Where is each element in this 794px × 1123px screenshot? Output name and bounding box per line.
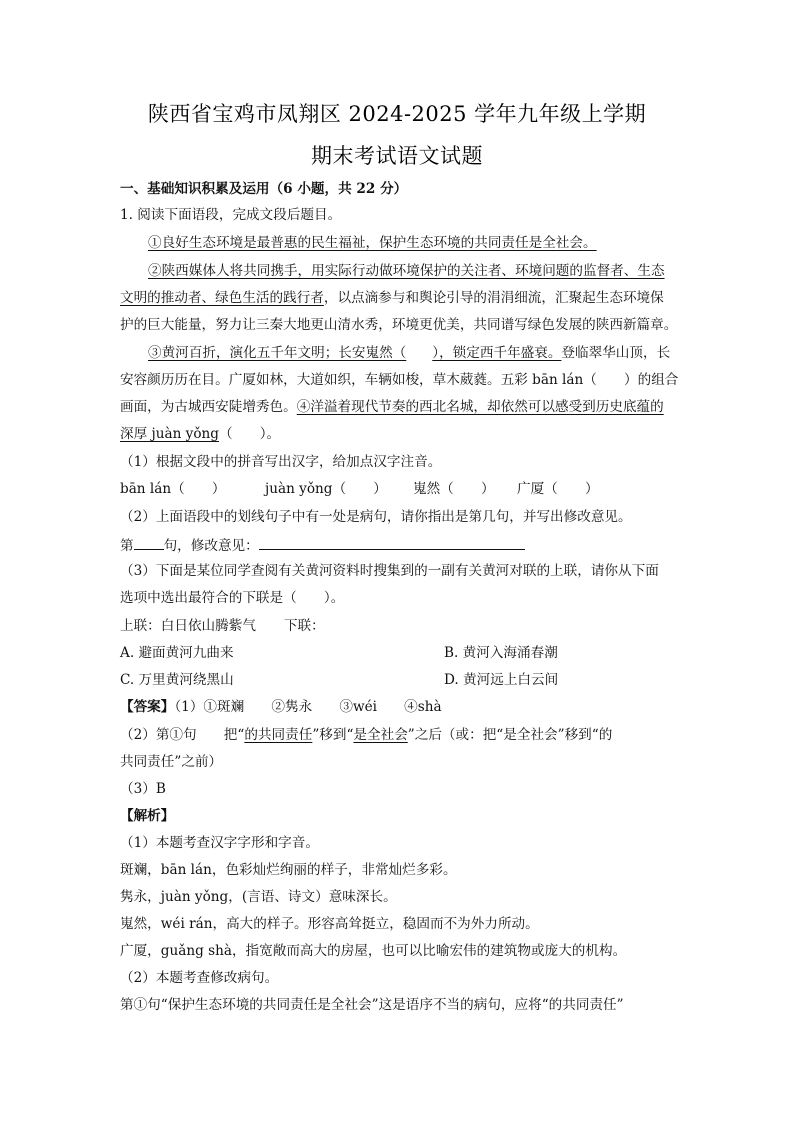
answer-row-2 bbox=[120, 726, 680, 744]
option-d: D. 黄河远上白云间 bbox=[444, 672, 559, 688]
blank-line bbox=[259, 535, 525, 550]
passage-text: ，以点滴参与和舆论引导的涓涓细流，汇聚起生态环境保 bbox=[323, 290, 664, 306]
fill-item-guangsha: 广厦（ ） bbox=[517, 481, 599, 497]
document-title-line2: 期末考试语文试题 bbox=[311, 144, 483, 168]
underlined-sentence-1: ①良好生态环境是最普惠的民生福祉，保护生态环境的共同责任是全社会。 bbox=[148, 235, 597, 251]
passage-text: 画面，为古城西安陡增秀色。 bbox=[120, 399, 297, 415]
fill-label: 第 bbox=[120, 538, 134, 554]
passage-sentence-1 bbox=[148, 234, 680, 252]
underlined-sentence-2-part2: 文明的推动者、绿色生活的践行者 bbox=[120, 290, 324, 306]
answer-row-1 bbox=[120, 698, 680, 716]
passage-text: 登临翠华山顶，长 bbox=[561, 345, 671, 361]
underlined-sentence-3-part1: ③黄河百折，演化五千年文明；长安嵬然（ bbox=[148, 345, 407, 361]
answer-text: （2）第①句 把“ bbox=[120, 727, 245, 743]
fill-label: 句，修改意见： bbox=[163, 538, 259, 554]
answer-row-3: 共同责任”之前） bbox=[120, 754, 223, 770]
fill-item-banlan: bān lán（ ） bbox=[120, 481, 226, 497]
answer-label: 【答案】 bbox=[120, 699, 175, 715]
fill-item-juanyong: juàn yǒng（ ） bbox=[265, 481, 387, 497]
subquestion-1-items bbox=[120, 480, 680, 498]
answer-underlined: 的共同责任 bbox=[244, 727, 313, 743]
options-row-1 bbox=[120, 644, 680, 662]
answer-text: ”移到“ bbox=[312, 727, 354, 743]
passage-p3-line3 bbox=[120, 398, 680, 416]
passage-p3-line1 bbox=[148, 344, 680, 362]
option-b: B. 黄河入海涌春潮 bbox=[444, 645, 558, 661]
analysis-line-5: 广厦，guǎng shà，指宽敞而高大的房屋，也可以比喻宏伟的建筑物或庞大的机构。 bbox=[120, 943, 627, 959]
passage-p2-line2 bbox=[120, 289, 680, 307]
underlined-sentence-2-part1: ②陕西媒体人将共同携手，用实际行动做环境保护的关注者、环境问题的监督者、生态 bbox=[148, 263, 665, 279]
answer-text: ”之后（或：把“是全社会”移到“的 bbox=[407, 727, 613, 743]
passage-p2-line3: 护的巨大能量，努力让三秦大地更山清水秀，环境更优美，共同谱写绿色发展的陕西新篇章。 bbox=[120, 317, 678, 333]
analysis-line-6: （2）本题考查修改病句。 bbox=[120, 970, 279, 986]
subquestion-3-line1: （3）下面是某位同学查阅有关黄河资料时搜集到的一副有关黄河对联的上联，请你从下面 bbox=[120, 563, 659, 579]
analysis-line-7: 第①句“保护生态环境的共同责任是全社会”这是语序不当的病句，应将“的共同责任” bbox=[120, 997, 624, 1013]
couplet bbox=[120, 617, 680, 635]
question-stem: 1. 阅读下面语段，完成文段后题目。 bbox=[120, 207, 342, 223]
section-heading: 一、基础知识积累及运用（6 小题，共 22 分） bbox=[120, 181, 408, 197]
fill-item-weiran: 嵬然（ ） bbox=[413, 481, 495, 497]
passage-p3-line4 bbox=[120, 425, 680, 443]
underlined-sentence-4-part1: ④洋溢着现代节奏的西北名城，却依然可以感受到历史底蕴的 bbox=[296, 399, 664, 415]
analysis-line-2: 斑斓，bān lán，色彩灿烂绚丽的样子，非常灿烂多彩。 bbox=[120, 862, 457, 878]
analysis-line-1: （1）本题考查汉字字形和字音。 bbox=[120, 835, 319, 851]
answer-row-4: （3）B bbox=[120, 781, 166, 797]
passage-p2-line1 bbox=[148, 262, 680, 280]
analysis-label: 【解析】 bbox=[120, 808, 175, 824]
subquestion-1: （1）根据文段中的拼音写出汉字，给加点汉字注音。 bbox=[120, 454, 442, 470]
document-title-line1: 陕西省宝鸡市凤翔区 2024-2025 学年九年级上学期 bbox=[147, 102, 647, 126]
answer-part-1: （1）①斑斓 ②隽永 ③wéi ④shà bbox=[174, 699, 442, 715]
subquestion-3-line2: 选项中选出最符合的下联是（ ）。 bbox=[120, 590, 345, 606]
analysis-line-3: 隽永，juàn yǒng，(言语、诗文）意味深长。 bbox=[120, 889, 397, 905]
underlined-sentence-4-part2: 深厚 juàn yǒng bbox=[120, 426, 219, 442]
blank-line bbox=[134, 535, 164, 550]
option-a: A. 避面黄河九曲来 bbox=[120, 645, 234, 661]
subquestion-2: （2）上面语段中的划线句子中有一处是病句，请你指出是第几句，并写出修改意见。 bbox=[120, 509, 632, 525]
analysis-line-4: 嵬然，wéi rán，高大的样子。形容高耸挺立，稳固而不为外力所动。 bbox=[120, 916, 539, 932]
subquestion-2-fill bbox=[120, 535, 680, 555]
passage-p3-line2: 安容颜历历在目。广厦如林，大道如织，车辆如梭，草木葳蕤。五彩 bān lán（ ）的组合 bbox=[120, 372, 679, 388]
couplet-upper: 上联：白日依山腾紫气 bbox=[120, 618, 256, 634]
options-row-2 bbox=[120, 671, 680, 689]
option-c: C. 万里黄河绕黑山 bbox=[120, 672, 234, 688]
passage-text: （ ）。 bbox=[218, 426, 281, 442]
couplet-lower-label: 下联： bbox=[283, 618, 325, 634]
answer-underlined: 是全社会 bbox=[353, 727, 408, 743]
underlined-sentence-3-part2: ），锁定西千年盛衰。 bbox=[432, 345, 562, 361]
